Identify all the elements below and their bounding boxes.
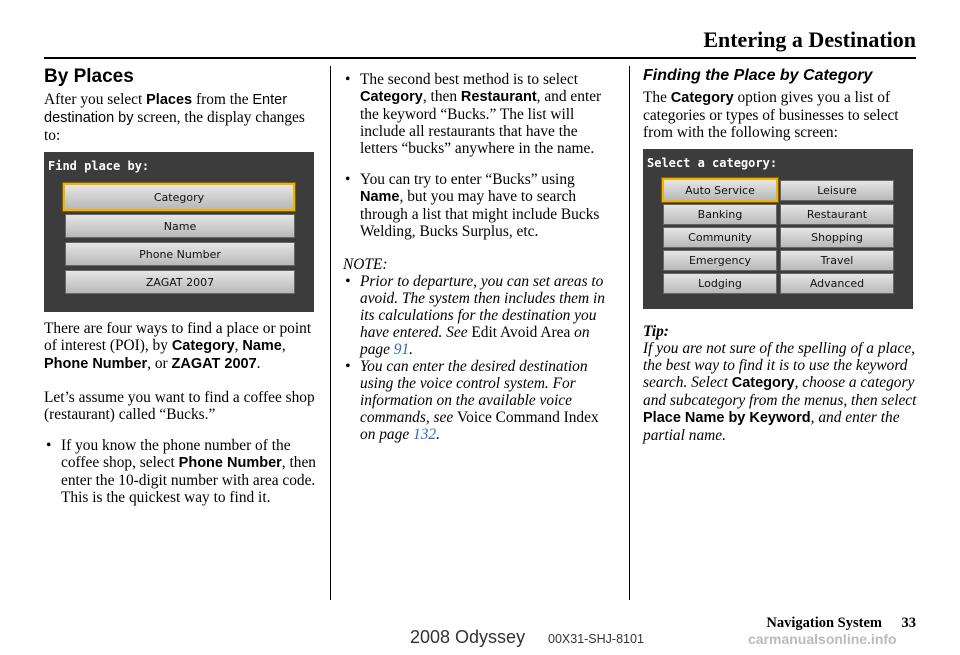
text: Prior to departure, you can set areas to avoid. The system then includes them in its calculations for the destination you have entered. See [360, 273, 605, 341]
category-intro-paragraph [643, 89, 918, 141]
keyword-place-name-by-keyword: Place Name by Keyword [643, 410, 811, 426]
tip-label: Tip: [643, 323, 669, 340]
note-list [343, 273, 615, 443]
text: , [281, 337, 286, 354]
text: option gives you a list of categories or types of businesses to select from with the following screen: [643, 89, 899, 141]
bullet-list [44, 437, 320, 506]
shopping-button[interactable]: Shopping [780, 227, 894, 248]
tip-paragraph [643, 340, 918, 444]
ways-paragraph [44, 320, 320, 373]
list-item [44, 437, 320, 506]
footer-model: 2008 Odyssey [410, 627, 526, 647]
text: , then [422, 88, 461, 105]
auto-service-button[interactable]: Auto Service [662, 178, 778, 202]
screen-title: Find place by: [48, 159, 150, 173]
screen-title: Select a category: [647, 156, 778, 170]
keyword-name: Name [360, 189, 400, 205]
category-button[interactable]: Category [63, 183, 295, 211]
keyword-category: Category [731, 375, 795, 391]
keyword-restaurant: Restaurant [460, 89, 537, 105]
intro-paragraph [44, 91, 320, 144]
banking-button[interactable]: Banking [663, 204, 777, 225]
bullet-dot: • [345, 171, 351, 188]
page-link-91[interactable]: 91 [393, 341, 410, 358]
keyword-phone-number: Phone Number [178, 455, 282, 471]
text: on page [360, 324, 590, 358]
list-item [343, 171, 615, 240]
restaurant-button[interactable]: Restaurant [780, 204, 894, 225]
reference-voice-command-index: Voice Command Index [457, 409, 599, 426]
list-item [343, 358, 615, 443]
phone-number-button[interactable]: Phone Number [65, 242, 295, 266]
text: After you select [44, 91, 147, 108]
text: , but you may have to search through a list that might include Bucks Welding, Bucks Surplus, etc. [360, 188, 600, 240]
note-label: NOTE: [343, 256, 388, 273]
bullet-dot: • [345, 273, 351, 290]
name-button[interactable]: Name [65, 214, 295, 238]
text: , [234, 337, 243, 354]
keyword-phone-number: Phone Number [44, 356, 148, 372]
text: , or [147, 355, 172, 372]
text: from the [192, 91, 253, 108]
list-item [343, 71, 615, 157]
watermark: carmanualsonline.info [748, 631, 897, 647]
select-category-screen [643, 149, 913, 309]
text: If you know the phone number of the coffee shop, select [61, 437, 291, 471]
text: , choose a category and subcategory from the menus, then select [643, 374, 917, 409]
text: , and enter the partial name. [643, 409, 900, 444]
keyword-category: Category [171, 338, 235, 354]
column-divider-2 [629, 66, 630, 600]
text: . [409, 341, 414, 358]
text: You can enter the desired destination using the voice control system. For information on the available voice commands, see [360, 358, 588, 426]
text: screen, the display changes to: [44, 109, 305, 144]
travel-button[interactable]: Travel [780, 250, 894, 271]
keyword-enter-destination-by: Enter destination by [44, 92, 288, 126]
column-1 [44, 66, 320, 506]
keyword-category: Category [360, 89, 423, 105]
keyword-zagat: ZAGAT 2007 [171, 356, 257, 372]
page-number: 33 [901, 615, 916, 631]
page-link-132[interactable]: 132 [413, 426, 437, 443]
text: , and enter the keyword “Bucks.” The list will include all restaurants that have the letters “bucks” anywhere in the name. [360, 88, 602, 157]
bullet-dot: • [345, 358, 351, 375]
keyword-name: Name [242, 338, 282, 354]
text: , then enter the 10-digit number with area code. This is the quickest way to find it. [61, 454, 316, 506]
column-3 [643, 66, 918, 444]
lodging-button[interactable]: Lodging [663, 273, 777, 294]
zagat-button[interactable]: ZAGAT 2007 [65, 270, 295, 294]
column-2 [343, 71, 615, 443]
leisure-button[interactable]: Leisure [780, 180, 894, 201]
column-divider-1 [330, 66, 331, 600]
reference-edit-avoid-area: Edit Avoid Area [471, 324, 571, 341]
text: on page [360, 426, 414, 443]
header-rule [44, 57, 916, 59]
footer-code: 00X31-SHJ-8101 [548, 632, 644, 646]
section-heading-by-places: By Places [44, 66, 134, 87]
bullet-dot: • [46, 437, 52, 454]
text: . [256, 355, 261, 372]
bullet-list [343, 71, 615, 240]
emergency-button[interactable]: Emergency [663, 250, 777, 271]
keyword-category: Category [670, 90, 734, 106]
bullet-dot: • [345, 71, 351, 88]
text: If you are not sure of the spelling of a place, the best way to find it is to use the keyword search. Select [643, 340, 915, 391]
keyword-places: Places [146, 92, 193, 108]
coffee-shop-paragraph: Let’s assume you want to find a coffee shop (restaurant) called “Bucks.” [44, 389, 315, 423]
community-button[interactable]: Community [663, 227, 777, 248]
text: The [643, 89, 671, 106]
text: There are four ways to find a place or point of interest (POI), by [44, 320, 312, 354]
footer-navigation-system: Navigation System [766, 615, 882, 631]
page-header-title: Entering a Destination [703, 27, 916, 52]
text: The second best method is to select [360, 71, 578, 88]
find-place-by-screen [44, 152, 314, 312]
list-item [343, 273, 615, 358]
text: You can try to enter “Bucks” using [360, 171, 575, 188]
section-heading-by-category: Finding the Place by Category [643, 67, 873, 84]
advanced-button[interactable]: Advanced [780, 273, 894, 294]
text: . [436, 426, 440, 443]
